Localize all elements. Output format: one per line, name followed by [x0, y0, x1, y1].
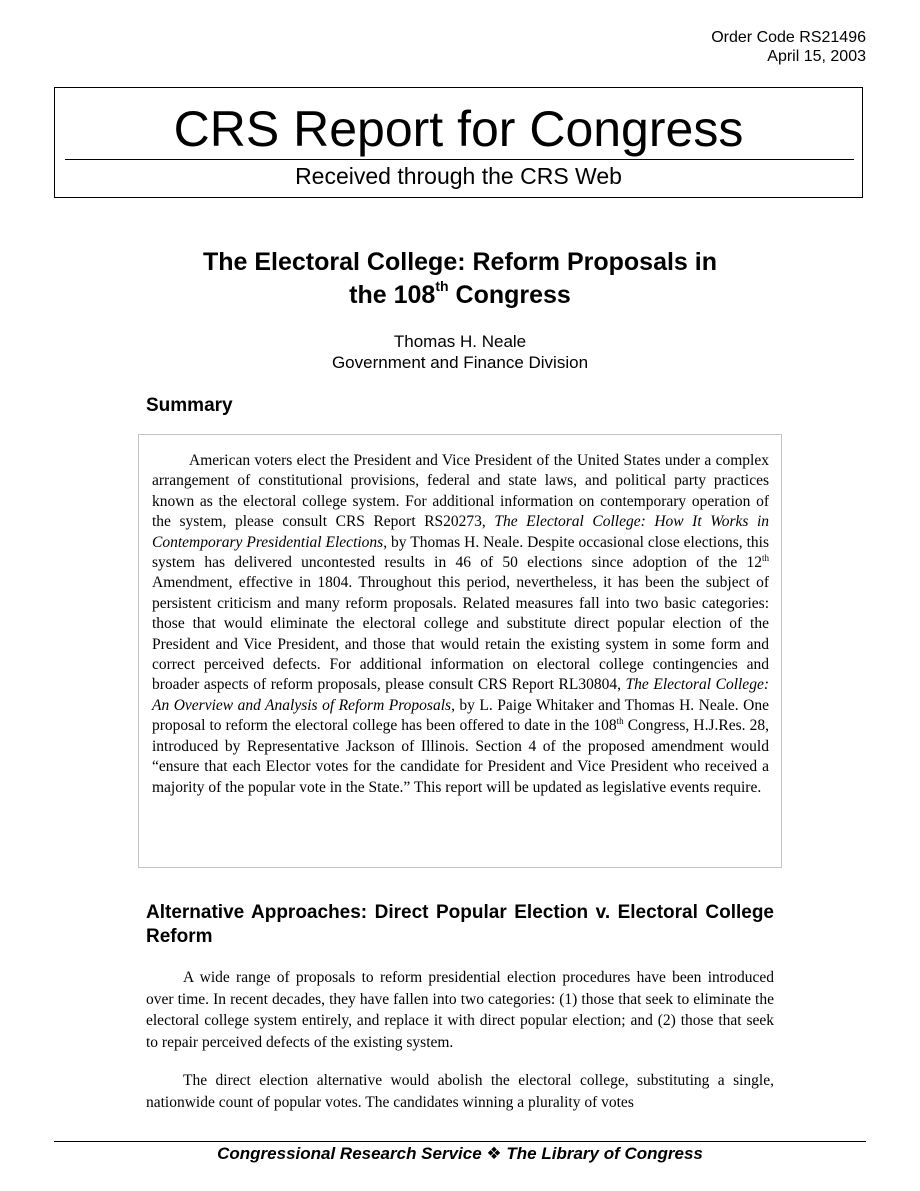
summary-text: [152, 451, 769, 798]
summary-segment: Amendment, effective in 1804. Throughout this period, nevertheless, it has been the subject of persistent criticism and many reform proposals. Related measures fall into two basic categories: those that would eliminate the electoral college and substitute direct popular election of the President and Vice President, and those that would retain the existing system in some form and correct perceived defects. For additional information on electoral college contingencies and broader aspects of reform proposals, please consult CRS Report RL30804,: [152, 574, 769, 694]
summary-citation: The Electoral College: How It Works in Contemporary Presidential Elections: [152, 513, 770, 551]
title-superscript: th: [435, 277, 449, 294]
section-heading: Alternative Approaches: Direct Popular Election v. Electoral College Reform: [146, 902, 774, 947]
summary-box: [138, 434, 782, 868]
summary-heading: Summary: [146, 395, 233, 416]
crs-banner: [54, 87, 863, 198]
footer-loc: The Library of Congress: [506, 1144, 703, 1163]
summary-citation: The Electoral College: An Overview and Analysis of Reform Proposals: [152, 676, 769, 714]
summary-segment: , by L. Paige Whitaker and Thomas H. Neale. One proposal to reform the electoral college has been offered to date in the 108: [152, 696, 769, 735]
banner-divider: [65, 159, 854, 160]
report-title: [60, 246, 860, 312]
body-paragraph-1: A wide range of proposals to reform presidential election procedures have been introduced over time. In recent decades, they have fallen into two categories: (1) those that seek to eliminate the electoral college system entirely, and replace it with direct popular election; and (2) those that seek to repair perceived defects of the existing system.: [146, 969, 774, 1051]
order-code: Order Code RS21496: [711, 29, 866, 46]
report-title-line1: The Electoral College: Reform Proposals in: [202, 248, 717, 276]
author-name: Thomas H. Neale: [393, 332, 527, 351]
report-date: April 15, 2003: [767, 48, 866, 65]
footer-rule: [54, 1141, 866, 1142]
summary-superscript: th: [616, 716, 624, 727]
author-block: [60, 331, 860, 373]
body-paragraph-2: The direct election alternative would abolish the electoral college, substituting a single, nationwide count of popular votes. The candidates winning a plurality of votes: [146, 1072, 774, 1111]
summary-superscript: th: [761, 552, 769, 563]
footer-crs: Congressional Research Service: [217, 1144, 482, 1163]
order-code-block: [711, 28, 866, 66]
summary-segment: Congress, H.J.Res. 28, introduced by Representative Jackson of Illinois. Section 4 of the proposed amendment would “ensure that each Elector votes for the candidate for President and Vice President who received a majority of the popular vote in the State.” This report will be updated as legislative events require.: [152, 717, 769, 796]
summary-segment: , by Thomas H. Neale. Despite occasional close elections, this system has delivered uncontested results in 46 of 50 elections since adoption of the 12: [152, 533, 769, 572]
title-part: Congress: [448, 281, 571, 309]
page-footer: [54, 1143, 866, 1165]
title-part: the 108: [349, 281, 436, 309]
author-division: Government and Finance Division: [331, 353, 589, 372]
banner-subtitle: Received through the CRS Web: [295, 163, 622, 189]
footer-separator-icon: ❖: [486, 1144, 502, 1163]
report-title-line2: [60, 279, 860, 312]
summary-segment: American voters elect the President and Vice President of the United States under a complex arrangement of constitutional provisions, federal and state laws, and political party practices known as the electoral college system. For additional information on contemporary operation of the system, please consult CRS Report RS20273,: [152, 452, 769, 531]
banner-title: CRS Report for Congress: [173, 101, 744, 157]
